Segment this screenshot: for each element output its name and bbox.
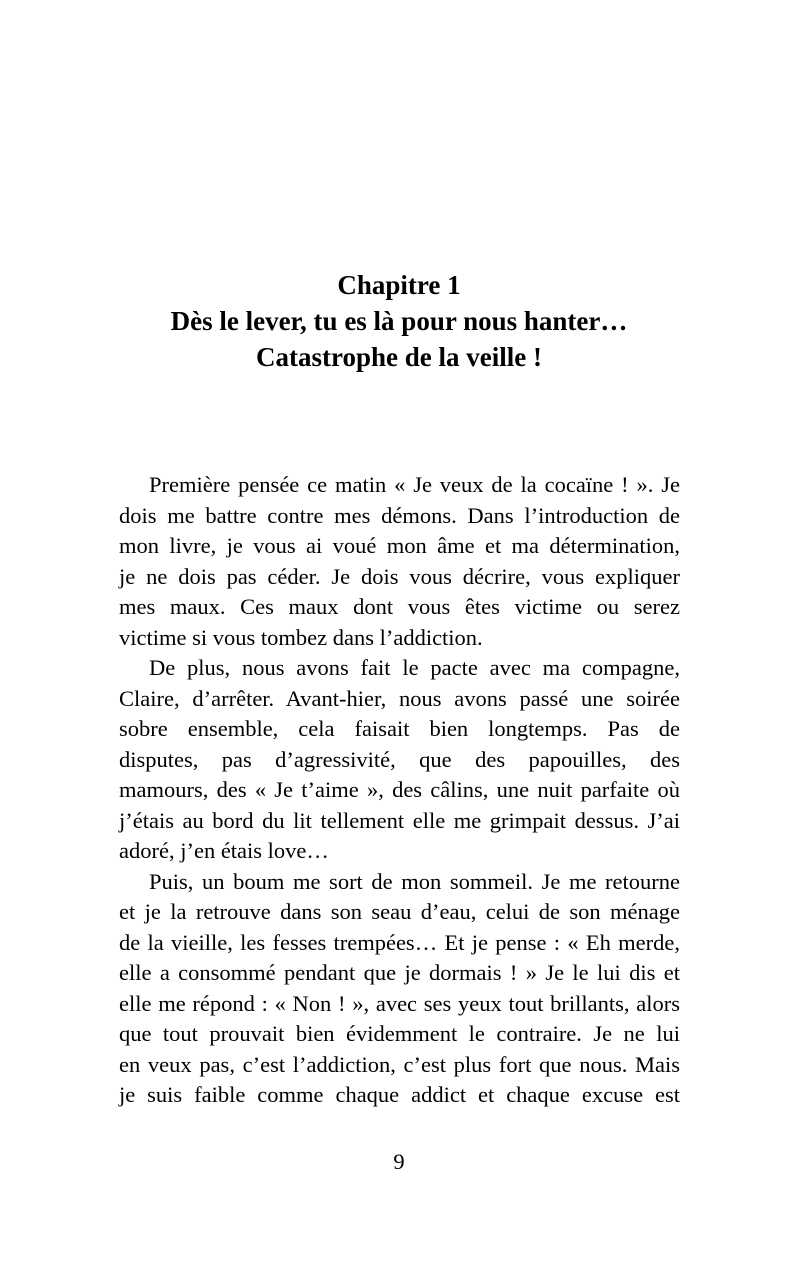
text-line: de la vieille, les fesses trempées… Et je pense : « Eh merde, [119,929,680,955]
text-line: mon livre, je vous ai voué mon âme et ma détermination, [119,533,680,558]
text-line: dois me battre contre mes démons. Dans l’introduction de [119,502,680,528]
text-line: je suis faible comme chaque addict et chaque excuse est [119,1082,680,1107]
text-line: Puis, un boum me sort de mon sommeil. Je me retourne [149,868,680,894]
text-line: elle a consommé pendant que je dormais ! » Je le lui dis et [119,960,680,985]
text-line: je ne dois pas céder. Je dois vous décrire, vous expliquer [119,563,680,589]
text-line: sobre ensemble, cela faisait bien longtemps. Pas de [119,716,680,741]
text-line: Première pensée ce matin « Je veux de la cocaïne ! ». Je [149,472,680,497]
text-line: adoré, j’en étais love… [119,838,329,863]
chapter-number: Chapitre 1 [337,270,461,300]
chapter-heading [100,267,698,375]
paragraph [119,470,680,653]
text-line: elle me répond : « Non ! », avec ses yeux tout brillants, alors [119,990,680,1016]
text-line: victime si vous tombez dans l’addiction. [119,624,483,650]
text-line: Claire, d’arrêter. Avant-hier, nous avons passé une soirée [119,685,680,711]
chapter-title-line-1: Dès le lever, tu es là pour nous hanter… [170,306,628,336]
text-line: mes maux. Ces maux dont vous êtes victime ou serez [119,594,680,619]
text-line: et je la retrouve dans son seau d’eau, celui de son ménage [119,899,680,924]
text-line: que tout prouvait bien évidemment le contraire. Je ne lui [119,1021,680,1046]
text-line: en veux pas, c’est l’addiction, c’est plus fort que nous. Mais [119,1051,680,1077]
chapter-title-line-2: Catastrophe de la veille ! [256,342,542,372]
text-line: j’étais au bord du lit tellement elle me grimpait dessus. J’ai [119,807,680,833]
page-number: 9 [393,1149,405,1174]
text-line: disputes, pas d’agressivité, que des papouilles, des [119,746,680,772]
paragraph [119,653,680,867]
body-text [119,470,680,1111]
text-line: De plus, nous avons fait le pacte avec ma compagne, [149,655,680,680]
text-line: mamours, des « Je t’aime », des câlins, une nuit parfaite où [119,777,680,802]
paragraph [119,867,680,1111]
